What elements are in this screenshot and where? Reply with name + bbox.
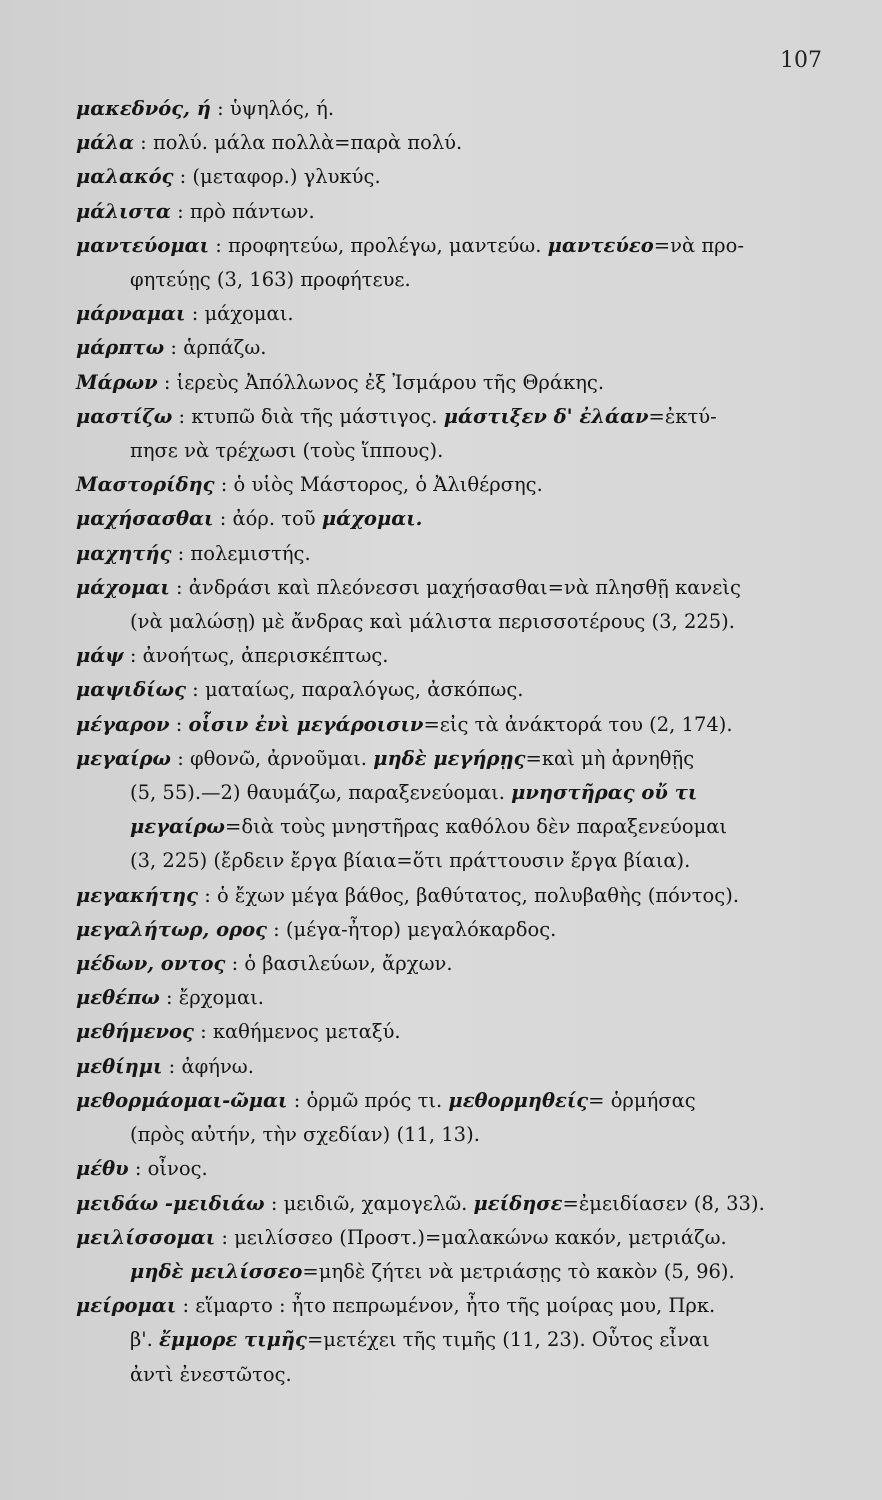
headword: μέθυ [76, 1157, 129, 1181]
headword: μαντεύομαι [76, 233, 210, 257]
dictionary-entry [76, 1152, 836, 1186]
continuation-line [130, 1255, 836, 1289]
headword: μάλα [76, 131, 134, 155]
headword: μάψ [76, 644, 124, 668]
dictionary-entry [76, 879, 836, 913]
definition-text: : ἔρχομαι. [166, 986, 264, 1010]
definition-text: : κτυπῶ διὰ τῆς μάστιγος. [178, 404, 438, 428]
headword: μεγαλήτωρ, ορος [76, 917, 267, 941]
dictionary-entry [76, 673, 836, 707]
dictionary-entry [76, 366, 836, 400]
definition-text: =εἰς τὰ ἀνάκτορά του (2, 174). [423, 712, 733, 736]
headword: Μαστορίδης [76, 473, 215, 497]
dictionary-entry [76, 1084, 836, 1152]
definition-text: : πολύ. μάλα πολλὰ=παρὰ πολύ. [140, 131, 463, 155]
headword: μαστίζω [76, 404, 173, 428]
dictionary-entry [76, 947, 836, 981]
dictionary-entry [76, 1289, 836, 1392]
dictionary-entry [76, 708, 836, 742]
definition-text: : μειδιῶ, χαμογελῶ. [270, 1191, 468, 1215]
definition-text: =νὰ προ- [653, 233, 744, 257]
dictionary-entry [76, 195, 836, 229]
dictionary-entry [76, 742, 836, 879]
dictionary-entry [76, 229, 836, 297]
continuation-line: φητεύῃς (3, 163) προφήτευε. [130, 268, 411, 292]
dictionary-entry [76, 400, 836, 468]
example-phrase: μνηστῆρας οὔ τι [511, 781, 698, 805]
headword: μάχομαι [76, 575, 170, 599]
continuation-line: (νὰ μαλώσῃ) μὲ ἄνδρας καὶ μάλιστα περισσοτέρους (3, 225). [130, 610, 735, 634]
definition-text: : [175, 712, 183, 736]
dictionary-entry [76, 468, 836, 502]
definition-text: =μηδὲ ζήτει νὰ μετριάσῃς τὸ κακὸν (5, 96). [302, 1259, 735, 1283]
definition-text: : μάχομαι. [191, 302, 294, 326]
dictionary-entries [76, 92, 836, 1392]
definition-text: β'. [130, 1328, 160, 1352]
definition-text: : ὑψηλός, ή. [217, 97, 335, 120]
headword: μειλίσσομαι [76, 1225, 216, 1249]
definition-text: : ἀνοήτως, ἀπερισκέπτως. [129, 644, 389, 668]
definition-text: : ἀόρ. τοῦ [219, 507, 316, 531]
headword: μειδάω -μειδιάω [76, 1191, 265, 1215]
dictionary-entry [76, 1187, 836, 1221]
definition-text: : οἶνος. [134, 1157, 208, 1181]
definition-text: : (μεταφορ.) γλυκύς. [179, 165, 381, 189]
example-phrase: οἷσιν ἐνὶ μεγάροισιν [188, 712, 424, 736]
headword: μέγαρον [76, 712, 170, 736]
definition-text: : μειλίσσεο (Προστ.)=μαλακώνω κακόν, μετριάζω. [221, 1225, 727, 1249]
headword: μεθήμενος [76, 1020, 194, 1044]
definition-text: : ἀνδράσι καὶ πλεόνεσσι μαχήσασθαι=νὰ πλησθῇ κανεὶς [176, 575, 741, 599]
continuation-line: (3, 225) (ἔρδειν ἔργα βίαια=ὅτι πράττουσιν ἔργα βίαια). [130, 849, 691, 873]
example-phrase: μάχομαι. [321, 507, 423, 531]
definition-text: =διὰ τοὺς μνηστῆρας καθόλου δὲν παραξενεύομαι [224, 815, 728, 839]
headword: μείρομαι [76, 1294, 177, 1318]
definition-text: : ὁ βασιλεύων, ἄρχων. [231, 952, 453, 976]
definition-text: : ὁ ἔχων μέγα βάθος, βαθύτατος, πολυβαθὴς (πόντος). [204, 883, 740, 907]
definition-text: : (μέγα-ἦτορ) μεγαλόκαρδος. [273, 917, 557, 941]
dictionary-entry [76, 639, 836, 673]
headword: μεθίημι [76, 1054, 163, 1078]
dictionary-entry [76, 1221, 836, 1289]
dictionary-entry [76, 126, 836, 160]
definition-text: : ματαίως, παραλόγως, ἀσκόπως. [192, 678, 524, 702]
example-phrase: μεθορμηθείς [448, 1088, 589, 1112]
dictionary-entry [76, 537, 836, 571]
example-phrase: μάστιξεν δ' ἐλάαν [443, 404, 649, 428]
definition-text: : ὁρμῶ πρός τι. [293, 1088, 443, 1112]
definition-text: : πολεμιστής. [177, 541, 311, 565]
headword: μάρναμαι [76, 302, 186, 326]
definition-text: : καθήμενος μεταξύ. [200, 1020, 401, 1044]
example-phrase: μείδησε [473, 1191, 563, 1215]
dictionary-entry [76, 571, 836, 639]
dictionary-entry [76, 1015, 836, 1049]
continuation-line [130, 776, 836, 810]
headword: μαχητής [76, 541, 172, 565]
continuation-line [130, 810, 836, 844]
definition-text: : ἱερεὺς Ἀπόλλωνος ἐξ Ἰσμάρου τῆς Θράκης. [163, 370, 605, 394]
definition-text: : φθονῶ, ἀρνοῦμαι. [177, 746, 368, 770]
headword: μεγακήτης [76, 883, 198, 907]
dictionary-entry [76, 913, 836, 947]
headword: μεθορμάομαι-ῶμαι [76, 1088, 288, 1112]
headword: Μάρων [76, 370, 158, 394]
dictionary-entry [76, 160, 836, 194]
definition-text: =μετέχει τῆς τιμῆς (11, 23). Οὗτος εἶναι [306, 1328, 710, 1352]
continuation-line: πησε νὰ τρέχωσι (τοὺς ἵππους). [130, 439, 444, 463]
definition-text: : προφητεύω, προλέγω, μαντεύω. [215, 233, 542, 257]
continuation-line: ἀντὶ ἐνεστῶτος. [130, 1362, 292, 1386]
definition-text: : εἵμαρτο : ἦτο πεπρωμένον, ἦτο τῆς μοίρας μου, Πρκ. [182, 1294, 716, 1318]
example-phrase: μαντεύεο [547, 233, 654, 257]
definition-text: =ἐκτύ- [648, 404, 717, 428]
headword: μάλιστα [76, 199, 171, 223]
headword: μεγαίρω [76, 746, 171, 770]
headword: μεθέπω [76, 986, 160, 1010]
definition-text: : ἀφήνω. [168, 1054, 254, 1078]
example-phrase: μηδὲ μειλίσσεο [130, 1259, 303, 1283]
example-phrase: μηδὲ μεγήρῃς [373, 746, 526, 770]
definition-text: (5, 55).—2) θαυμάζω, παραξενεύομαι. [130, 781, 512, 805]
continuation-line: (πρὸς αὐτήν, τὴν σχεδίαν) (11, 13). [130, 1123, 480, 1147]
headword: μαλακός [76, 165, 174, 189]
page-number: 107 [780, 48, 822, 73]
definition-text: : ὁ υἱὸς Μάστορος, ὁ Ἀλιθέρσης. [220, 473, 543, 497]
headword: μακεδνός, ή [76, 97, 211, 120]
definition-text: =καὶ μὴ ἀρνηθῇς [525, 746, 695, 770]
definition-text: : πρὸ πάντων. [177, 199, 315, 223]
example-phrase: ἔμμορε τιμῆς [159, 1328, 307, 1352]
headword: μάρπτω [76, 336, 165, 360]
dictionary-entry [76, 981, 836, 1015]
dictionary-entry [76, 502, 836, 536]
dictionary-entry [76, 92, 836, 126]
dictionary-entry [76, 1050, 836, 1084]
example-phrase: μεγαίρω [130, 815, 225, 839]
headword: μαχήσασθαι [76, 507, 214, 531]
definition-text: = ὁρμήσας [588, 1088, 696, 1112]
headword: μέδων, οντος [76, 952, 226, 976]
definition-text: =ἐμειδίασεν (8, 33). [562, 1191, 765, 1215]
continuation-line [130, 1323, 836, 1357]
headword: μαψιδίως [76, 678, 186, 702]
dictionary-entry [76, 331, 836, 365]
dictionary-entry [76, 297, 836, 331]
definition-text: : ἁρπάζω. [170, 336, 267, 360]
